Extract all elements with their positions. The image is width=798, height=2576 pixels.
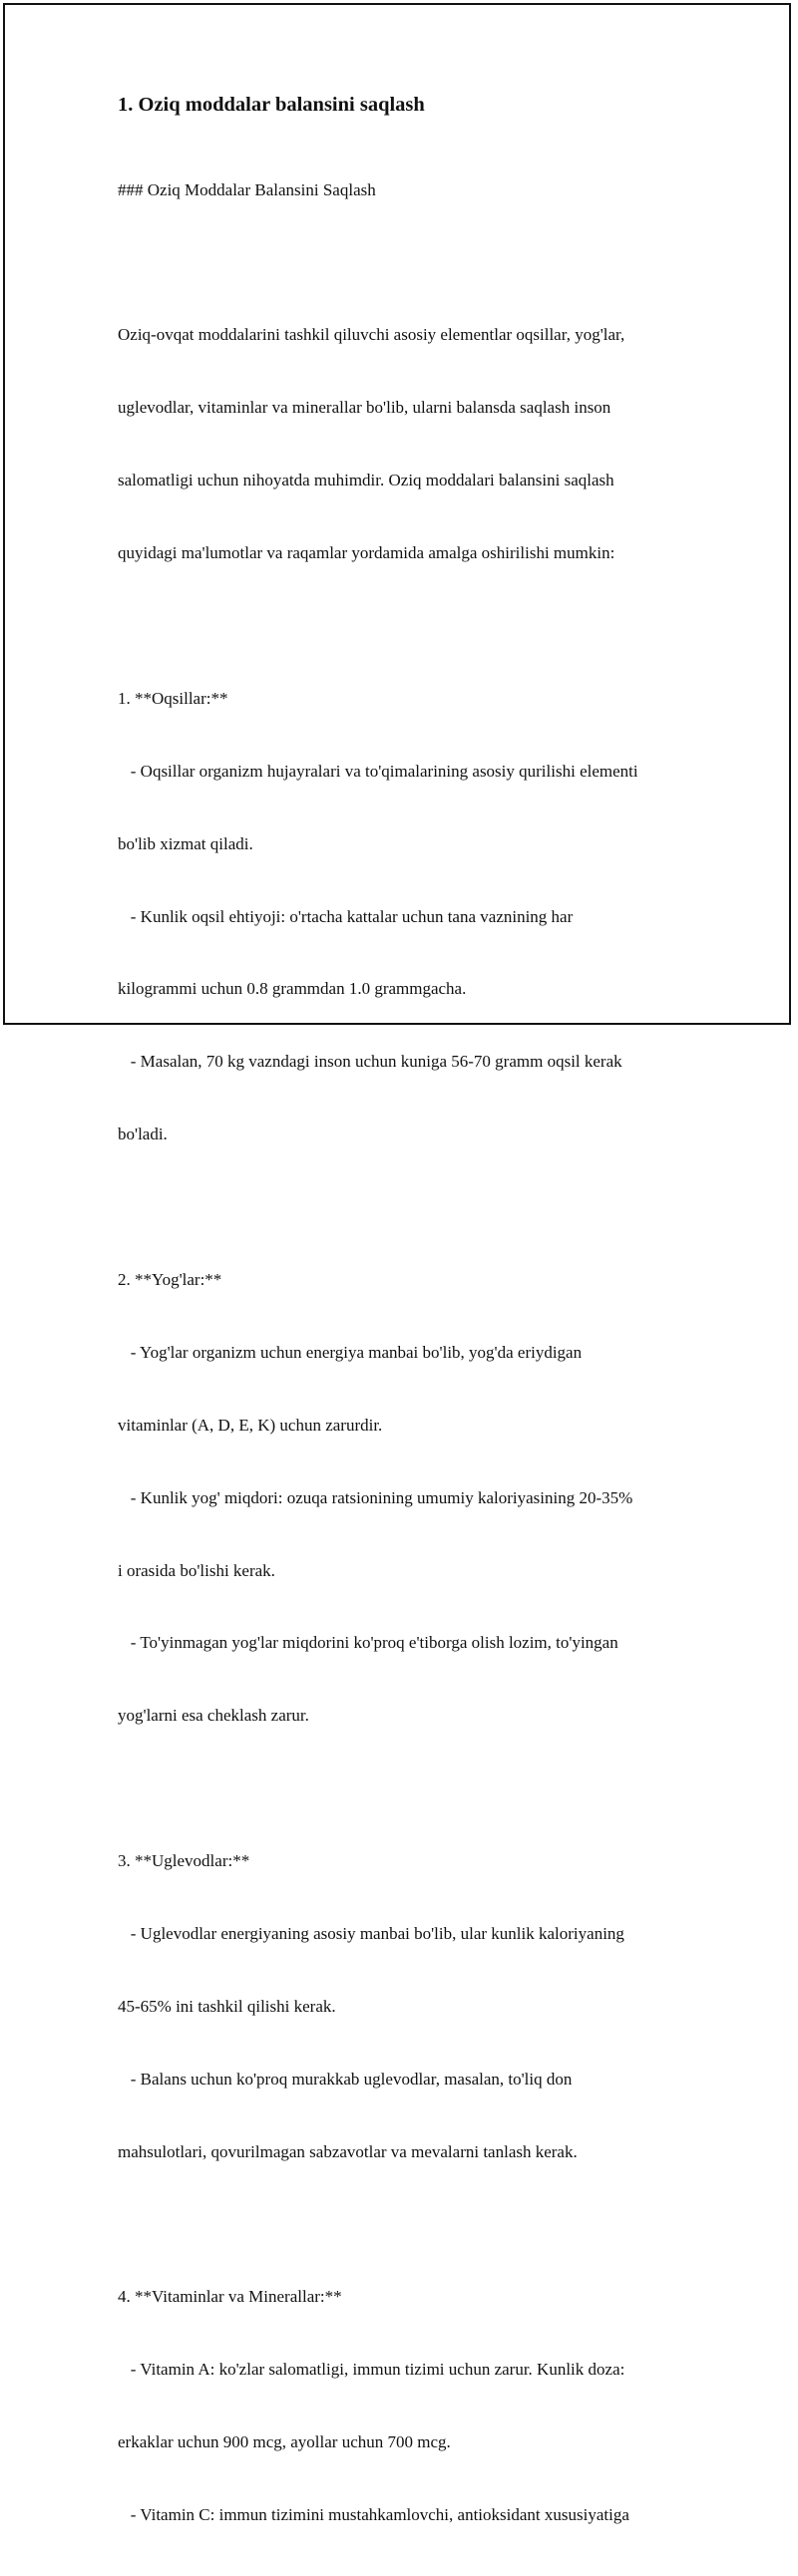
text-line: 45-65% ini tashkil qilishi kerak. <box>118 1996 336 2016</box>
text-line: 2. **Yog'lar:** <box>118 1269 222 1289</box>
text-line: - Uglevodlar energiyaning asosiy manbai bo'lib, ular kunlik kaloriyaning <box>118 1923 624 1943</box>
text-line: 1. **Oqsillar:** <box>118 688 228 708</box>
text-line: - Masalan, 70 kg vazndagi inson uchun kuniga 56-70 gramm oqsil kerak <box>118 1052 622 1072</box>
document-body <box>118 130 696 2576</box>
text-line: Oziq-ovqat moddalarini tashkil qiluvchi asosiy elementlar oqsillar, yog'lar, <box>118 325 625 345</box>
text-line: - Oqsillar organizm hujayralari va to'qimalarining asosiy qurilishi elementi <box>118 761 638 781</box>
text-line: uglevodlar, vitaminlar va minerallar bo'lib, ularni balansda saqlash inson <box>118 398 611 418</box>
text-line: - Balans uchun ko'proq murakkab uglevodlar, masalan, to'liq don <box>118 2069 573 2089</box>
text-line: - To'yinmagan yog'lar miqdorini ko'proq e'tiborga olish lozim, to'yingan <box>118 1633 618 1653</box>
text-line <box>118 614 696 638</box>
text-line: 4. **Vitaminlar va Minerallar:** <box>118 2287 342 2307</box>
text-line <box>118 2213 696 2237</box>
text-line: - Vitamin A: ko'zlar salomatligi, immun tizimi uchun zarur. Kunlik doza: <box>118 2360 625 2380</box>
text-line: 3. **Uglevodlar:** <box>118 1851 250 1871</box>
text-line: yog'larni esa cheklash zarur. <box>118 1706 309 1726</box>
text-line: - Yog'lar organizm uchun energiya manbai bo'lib, yog'da eriydigan <box>118 1342 583 1362</box>
text-line: bo'ladi. <box>118 1125 168 1144</box>
text-line: - Kunlik yog' miqdori: ozuqa ratsionining umumiy kaloriyasining 20-35% <box>118 1487 633 1507</box>
document-title: 1. Oziq moddalar balansini saqlash <box>118 94 425 116</box>
text-line: ### Oziq Moddalar Balansini Saqlash <box>118 179 376 199</box>
text-line: - Vitamin C: immun tizimini mustahkamlovchi, antioksidant xususiyatiga <box>118 2505 629 2525</box>
text-line <box>118 1195 696 1219</box>
text-line: erkaklar uchun 900 mcg, ayollar uchun 700 mcg. <box>118 2432 451 2452</box>
text-line: mahsulotlari, qovurilmagan sabzavotlar va mevalarni tanlash kerak. <box>118 2141 578 2161</box>
text-line: kilogrammi uchun 0.8 grammdan 1.0 grammgacha. <box>118 979 467 999</box>
text-line <box>118 250 696 274</box>
text-line: - Kunlik oqsil ehtiyoji: o'rtacha kattalar uchun tana vaznining har <box>118 906 574 926</box>
text-line: bo'lib xizmat qiladi. <box>118 833 253 853</box>
text-line: quyidagi ma'lumotlar va raqamlar yordamida amalga oshirilishi mumkin: <box>118 543 615 563</box>
text-line: salomatligi uchun nihoyatda muhimdir. Oziq moddalari balansini saqlash <box>118 471 614 490</box>
document-content <box>118 92 696 2576</box>
text-line <box>118 1776 696 1800</box>
text-line: vitaminlar (A, D, E, K) uchun zarurdir. <box>118 1415 383 1435</box>
text-line: i orasida bo'lishi kerak. <box>118 1560 275 1580</box>
